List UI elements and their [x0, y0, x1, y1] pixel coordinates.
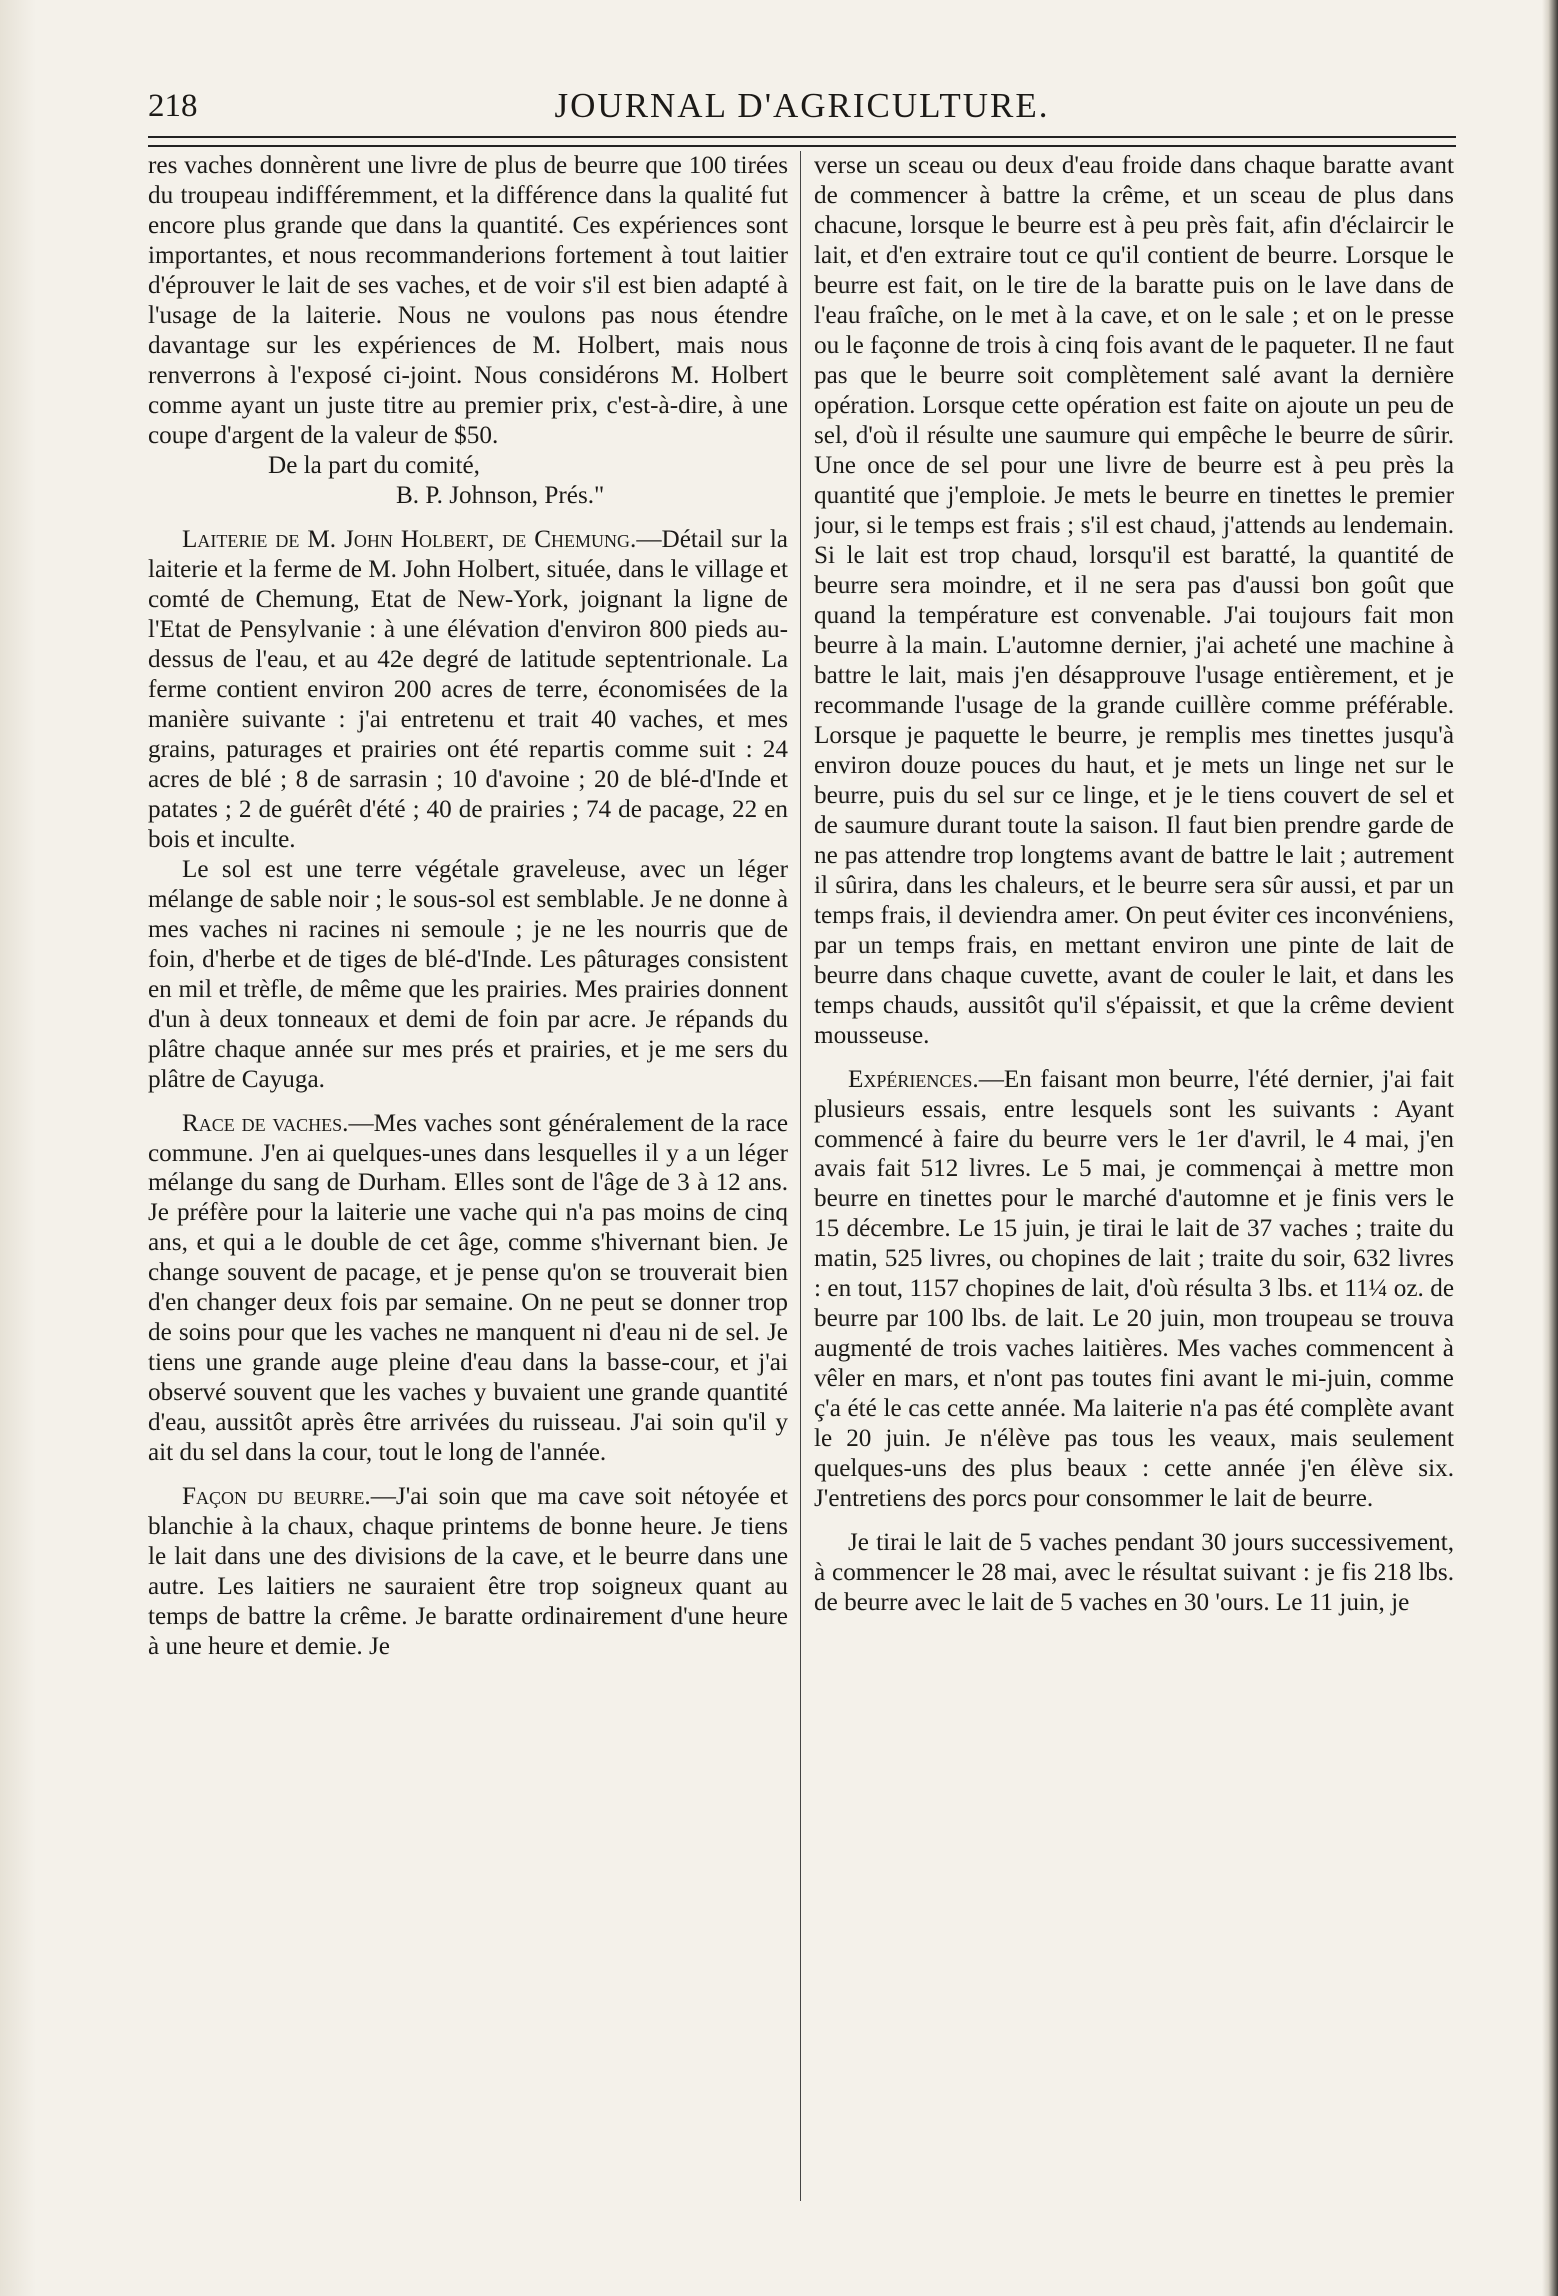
- paragraph-laiterie: [148, 525, 788, 855]
- section-heading-facon: Façon du beurre.: [182, 1483, 371, 1511]
- journal-title: JOURNAL D'AGRICULTURE.: [554, 86, 1050, 125]
- left-column: [148, 151, 788, 2201]
- section-heading-laiterie: Laiterie de M. John Holbert, de Chemung.: [182, 525, 637, 553]
- section-heading-experiences: Expériences.: [848, 1065, 979, 1093]
- experiences-text: —En faisant mon beurre, l'été dernier, j'ai fait plusieurs essais, entre lesquels sont les suivants : Ayant commencé à faire du beurre vers le 1er d'avril, le 4 mai, j'en avais fait 512 livres. Le 5 mai, je commençai à mettre mon beurre en tinettes pour le marché d'automne et je finis vers le 15 décembre. Le 15 juin, je tirai le lait de 37 vaches ; traite du matin, 525 livres, ou chopines de lait ; traite du soir, 632 livres : en tout, 1157 chopines de lait, d'où résulta 3 lbs. et 11¼ oz. de beurre par 100 lbs. de lait. Le 20 juin, mon troupeau se trouva augmenté de trois vaches laitières. Mes vaches commencent à vêler en mars, et n'ont pas toutes fini avant le mi-juin, comme ç'a été le cas cette année. Ma laiterie n'a pas été complète avant le 20 juin. Je n'élève pas tous les veaux, mais seulement quelques-uns des plus beaux : cette année j'en élève six. J'entretiens des porcs pour consommer le lait de beurre.: [814, 1065, 1454, 1513]
- race-text: —Mes vaches sont généralement de la race commune. J'en ai quelques-unes dans lesquelles il y a un léger mélange du sang de Durham. Elles sont de l'âge de 3 à 12 ans. Je préfère pour la laiterie une vache qui n'a pas moins de cinq ans, et qui a le double de cet âge, comme s'hivernant bien. Je change souvent de pacage, et je pense qu'on se trouverait bien d'en changer deux fois par semaine. On ne peut se donner trop de soins pour que les vaches ne manquent ni d'eau ni de sel. Je tiens une grande auge pleine d'eau dans la basse-cour, et j'ai observé souvent que les vaches y buvaient une grande quantité d'eau, aussitôt après être arrivées du ruisseau. J'ai soin qu'il y ait du sel dans la cour, tout le long de l'année.: [148, 1109, 788, 1467]
- paragraph-cinq-vaches: Je tirai le lait de 5 vaches pendant 30 jours successivement, à commencer le 28 mai, avec le résultat suivant : je fis 218 lbs. de beurre avec le lait de 5 vaches en 30 'ours. Le 11 juin, je: [814, 1529, 1454, 1617]
- committee-signoff: De la part du comité,: [268, 451, 480, 479]
- right-column: [814, 151, 1454, 2201]
- paragraph-barattage: verse un sceau ou deux d'eau froide dans chaque baratte avant de commencer à battre la crême, et un sceau de plus dans chacune, lorsque le beurre est à peu près fait, afin d'éclaircir le lait, et d'en extraire tout ce qu'il contient de beurre. Lorsque le beurre est fait, on le tire de la baratte puis on le lave dans de l'eau fraîche, on le met à la cave, et on le sale ; et on le presse ou le façonne de trois à cinq fois avant de le paqueter. Il ne faut pas que le beurre soit complètement salé avant la dernière opération. Lorsque cette opération est faite on ajoute un peu de sel, d'où il résulte une saumure qui empêche le beurre de sûrir. Une once de sel pour une livre de beurre est à peu près la quantité que j'emploie. Je mets le beurre en tinettes le premier jour, si le temps est frais ; s'il est chaud, j'attends au lendemain. Si le lait est trop chaud, lorsqu'il est baratté, la quantité de beurre sera moindre, et il ne sera pas d'aussi bon goût que quand la température est convenable. J'ai toujours fait mon beurre à la main. L'automne dernier, j'ai acheté une machine à battre le lait, mais j'en désapprouve l'usage entièrement, et je recommande l'usage de la grande cuillère comme préférable. Lorsque je paquette le beurre, je remplis mes tinettes jusqu'à environ douze pouces du haut, et je mets un linge net sur le beurre, puis du sel sur ce linge, et je le tiens couvert de sel et de saumure durant toute la saison. Il faut bien prendre garde de ne pas attendre trop longtems avant de battre le lait ; autrement il sûrira, dans les chaleurs, et le beurre sera sûr aussi, et par un temps frais, il deviendra amer. On peut éviter ces inconvéniens, par un temps frais, en mettant environ une pinte de lait de beurre dans chaque cuvette, avant de couler le lait, et dans les temps chauds, aussitôt qu'il s'épaissit, et que la crême devient mousseuse.: [814, 152, 1454, 1049]
- page-number: 218: [148, 88, 198, 124]
- paragraph-race: [148, 1109, 788, 1469]
- committee-signature: B. P. Johnson, Prés.": [396, 481, 605, 509]
- section-heading-race: Race de vaches.: [182, 1109, 349, 1137]
- page-left-edge: [0, 0, 36, 2296]
- column-divider: [788, 151, 814, 2201]
- laiterie-text: —Détail sur la laiterie et la ferme de M. John Holbert, située, dans le village et comté de Chemung, Etat de New-York, joignant la ligne de l'Etat de Pensylvanie : à une élévation d'environ 800 pieds au-dessus de l'eau, et au 42e degré de latitude septentrionale. La ferme contient environ 200 acres de terre, économisées de la manière suivante : j'ai entretenu et trait 40 vaches, et mes grains, paturages et prairies ont été repartis comme suit : 24 acres de blé ; 8 de sarrasin ; 10 d'avoine ; 20 de blé-d'Inde et patates ; 2 de guérêt d'été ; 40 de prairies ; 74 de pacage, 22 en bois et inculte.: [148, 525, 788, 853]
- paragraph-facon: [148, 1482, 788, 1662]
- book-spine-shadow: [1542, 0, 1558, 2296]
- paragraph-experiences: [814, 1065, 1454, 1515]
- paragraph-committee-report: res vaches donnèrent une livre de plus de beurre que 100 tirées du troupeau indifféremment, et la différence dans la qualité fut encore plus grande que dans la quantité. Ces expériences sont importantes, et nous recommanderions fortement à tout laitier d'éprouver le lait de ses vaches, et de voir s'il est bien adapté à l'usage de la laiterie. Nous ne voulons pas nous étendre davantage sur les expériences de M. Holbert, mais nous renverrons à l'exposé ci-joint. Nous considérons M. Holbert comme ayant un juste titre au premier prix, c'est-à-dire, à une coupe d'argent de la valeur de $50.: [148, 152, 788, 449]
- paragraph-sol: Le sol est une terre végétale graveleuse, avec un léger mélange de sable noir ; le sous-sol est semblable. Je ne donne à mes vaches ni racines ni semoule ; je ne les nourris que de foin, d'herbe et de tiges de blé-d'Inde. Les pâturages consistent en mil et trèfle, de même que les prairies. Mes prairies donnent d'un à deux tonneaux et demi de foin par acre. Je répands du plâtre chaque année sur mes prés et prairies, et je me sers du plâtre de Cayuga.: [148, 855, 788, 1093]
- document-page: [148, 78, 1456, 2228]
- running-header: [148, 78, 1456, 134]
- text-columns: [148, 151, 1456, 2201]
- facon-text: —J'ai soin que ma cave soit nétoyée et blanchie à la chaux, chaque printems de bonne heure. Je tiens le lait dans une des divisions de la cave, et le beurre dans une autre. Les laitiers ne sauraient être trop soigneux quant au temps de battre la crême. Je baratte ordinairement d'une heure à une heure et demie. Je: [148, 1483, 788, 1661]
- header-rule: [148, 136, 1456, 147]
